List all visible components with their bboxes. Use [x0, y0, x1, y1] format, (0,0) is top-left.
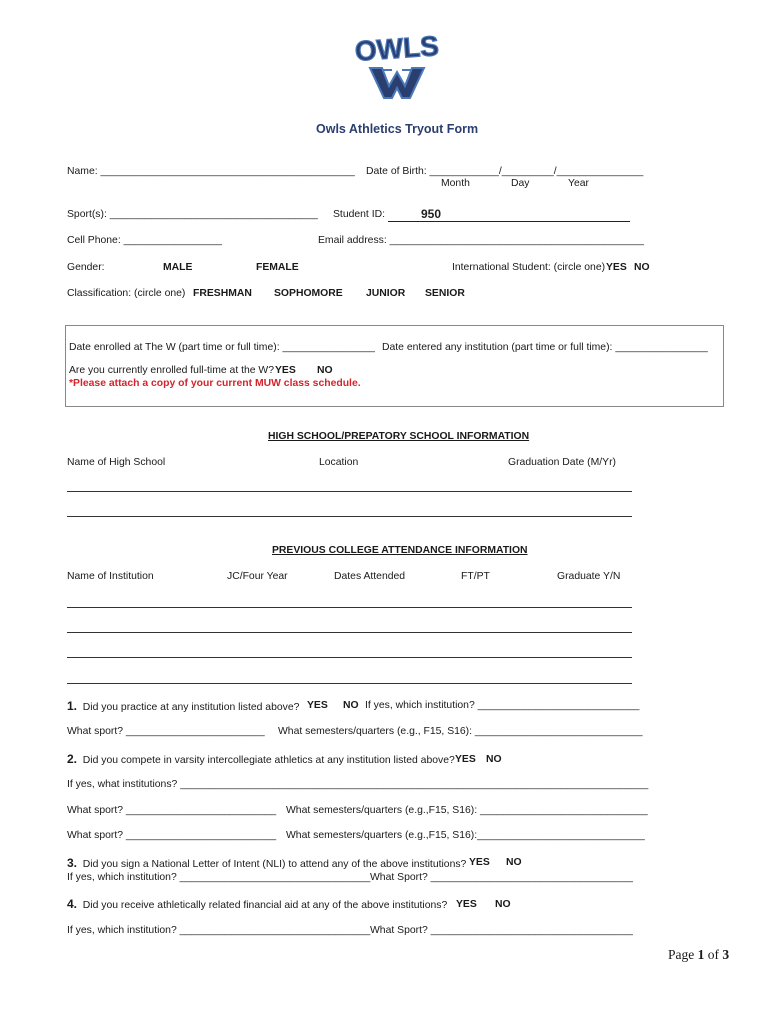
q2-no-option[interactable]: NO	[486, 754, 502, 765]
college-heading: PREVIOUS COLLEGE ATTENDANCE INFORMATION	[272, 545, 528, 556]
col-dates-attended: Dates Attended	[334, 571, 406, 582]
form-title: Owls Athletics Tryout Form	[316, 122, 479, 136]
dob-year-label: Year	[568, 178, 589, 189]
page-total: 3	[722, 947, 730, 962]
name-label: Name:	[67, 166, 101, 177]
q2-semesters-field-1[interactable]: What semesters/quarters (e.g.,F15, S16): _____________________________	[286, 805, 648, 816]
q3-yes-option[interactable]: YES	[469, 857, 490, 868]
col-location: Location	[319, 457, 359, 468]
gender-label: Gender:	[67, 262, 105, 273]
page-of-word: of	[704, 947, 723, 962]
cell-phone-field[interactable]: Cell Phone: _________________	[67, 235, 222, 246]
question-2	[67, 752, 455, 766]
q4-yes-option[interactable]: YES	[456, 899, 477, 910]
q1-yes-option[interactable]: YES	[307, 700, 328, 711]
class-senior-option[interactable]: SENIOR	[425, 288, 465, 299]
q2-yes-option[interactable]: YES	[455, 754, 476, 765]
college-line-4[interactable]	[67, 683, 632, 684]
gender-male-option[interactable]: MALE	[163, 262, 193, 273]
dob-month-label: Month	[441, 178, 470, 189]
col-ft-pt: FT/PT	[461, 571, 490, 582]
q1-sport-field[interactable]: What sport? ________________________	[67, 726, 265, 737]
international-yes-option[interactable]: YES	[606, 262, 627, 273]
classification-label: Classification: (circle one)	[67, 288, 186, 299]
question-3	[67, 856, 466, 870]
college-line-3[interactable]	[67, 657, 632, 658]
q3-which-institution-field[interactable]: If yes, which institution? _________________________________	[67, 872, 371, 883]
question-4-number: 4.	[67, 897, 78, 911]
name-blank: ____________________________________________	[100, 166, 355, 177]
class-freshman-option[interactable]: FRESHMAN	[193, 288, 252, 299]
name-field[interactable]	[67, 166, 355, 177]
q2-semesters-field-2[interactable]: What semesters/quarters (e.g.,F15, S16):_____________________________	[286, 830, 645, 841]
page-current: 1	[697, 947, 705, 962]
question-4	[67, 897, 447, 911]
col-institution: Name of Institution	[67, 571, 154, 582]
high-school-heading: HIGH SCHOOL/PREPATORY SCHOOL INFORMATION	[268, 431, 530, 442]
high-school-line-2[interactable]	[67, 516, 632, 517]
sports-field[interactable]: Sport(s): ____________________________________	[67, 209, 318, 220]
student-id-field[interactable]: 950	[388, 207, 630, 222]
date-enrolled-w-field[interactable]: Date enrolled at The W (part time or full time): ________________	[69, 342, 375, 353]
page-number	[668, 947, 729, 963]
high-school-line-1[interactable]	[67, 491, 632, 492]
owls-logo	[352, 28, 442, 104]
q3-no-option[interactable]: NO	[506, 857, 522, 868]
fulltime-no-option[interactable]: NO	[317, 365, 333, 376]
q4-no-option[interactable]: NO	[495, 899, 511, 910]
attach-schedule-note: *Please attach a copy of your current MUW class schedule.	[69, 378, 361, 389]
logo-w-mark	[370, 68, 424, 98]
q2-which-institutions-field[interactable]: If yes, what institutions? _________________________________________________________________________________	[67, 779, 649, 790]
q4-sport-field[interactable]: What Sport? ___________________________________	[370, 925, 633, 936]
question-1-text: Did you practice at any institution listed above?	[82, 702, 300, 713]
gender-female-option[interactable]: FEMALE	[256, 262, 299, 273]
q1-no-option[interactable]: NO	[343, 700, 359, 711]
question-3-number: 3.	[67, 856, 78, 870]
page-word: Page	[668, 947, 698, 962]
dob-field[interactable]: Date of Birth: ____________/_________/_______________	[366, 166, 644, 177]
question-4-text: Did you receive athletically related financial aid at any of the above institutions?	[82, 900, 448, 911]
logo-text: OWLS	[353, 30, 440, 67]
q2-sport-field-2[interactable]: What sport? __________________________	[67, 830, 277, 841]
college-line-2[interactable]	[67, 632, 632, 633]
q3-sport-field[interactable]: What Sport? ___________________________________	[370, 872, 633, 883]
q1-which-institution-field[interactable]: If yes, which institution? ____________________________	[365, 700, 640, 711]
fulltime-yes-option[interactable]: YES	[275, 365, 296, 376]
q4-which-institution-field[interactable]: If yes, which institution? _________________________________	[67, 925, 371, 936]
email-field[interactable]: Email address: ____________________________________________	[318, 235, 644, 246]
date-entered-any-field[interactable]: Date entered any institution (part time or full time): ________________	[382, 342, 708, 353]
student-id-label: Student ID:	[333, 209, 385, 220]
col-graduate: Graduate Y/N	[557, 571, 621, 582]
col-high-school-name: Name of High School	[67, 457, 166, 468]
q2-sport-field-1[interactable]: What sport? __________________________	[67, 805, 277, 816]
dob-day-label: Day	[511, 178, 530, 189]
international-no-option[interactable]: NO	[634, 262, 650, 273]
question-2-text: Did you compete in varsity intercollegiate athletics at any institution listed above?	[82, 755, 455, 766]
col-graduation-date: Graduation Date (M/Yr)	[508, 457, 616, 468]
college-line-1[interactable]	[67, 607, 632, 608]
question-1	[67, 699, 299, 713]
class-junior-option[interactable]: JUNIOR	[366, 288, 406, 299]
fulltime-question	[69, 365, 274, 376]
col-jc-four-year: JC/Four Year	[227, 571, 288, 582]
question-3-text: Did you sign a National Letter of Intent (NLI) to attend any of the above institutions?	[82, 859, 467, 870]
question-1-number: 1.	[67, 699, 78, 713]
international-label: International Student: (circle one)	[452, 262, 606, 273]
fulltime-question-text: Are you currently enrolled full-time at the W?	[69, 365, 275, 376]
q1-semesters-field[interactable]: What semesters/quarters (e.g., F15, S16): _____________________________	[278, 726, 643, 737]
class-sophomore-option[interactable]: SOPHOMORE	[274, 288, 343, 299]
question-2-number: 2.	[67, 752, 78, 766]
